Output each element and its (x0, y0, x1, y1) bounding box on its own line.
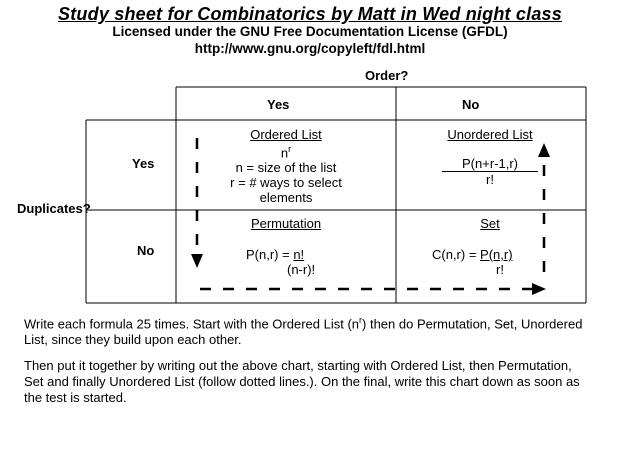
flow-arrow-down (191, 138, 203, 268)
unordered-list-cell (420, 127, 560, 187)
flow-arrow-right (200, 283, 546, 295)
unordered-list-numerator: P(n+r-1,r) (462, 156, 518, 171)
permutation-denominator: (n-r)! (287, 262, 316, 277)
permutation-formula: P(n,r) = n! (246, 247, 305, 262)
unordered-list-title: Unordered List (447, 127, 533, 142)
ordered-list-line2: r = # ways to select (230, 175, 342, 191)
permutation-cell (216, 216, 356, 231)
ordered-list-line3: elements (259, 190, 313, 206)
row-no-label: No (137, 243, 155, 258)
ordered-list-line1: n = size of the list (235, 160, 337, 176)
instructions-paragraph-1: Write each formula 25 times. Start with the Ordered List $(n^r)$ then do Permutation, Set, Unordered List, since they build upon each other. (24, 315, 583, 348)
col-no-label: No (462, 97, 480, 112)
duplicates-label: Duplicates? (17, 201, 91, 216)
ordered-list-formula: $n^r$ (280, 144, 292, 161)
set-title: Set (480, 216, 500, 231)
order-label: Order? (365, 68, 409, 83)
set-formula: C(n,r) = P(n,r) (432, 247, 513, 262)
set-cell (420, 216, 560, 231)
license-line: Licensed under the GNU Free Documentation License (GFDL) (112, 24, 508, 39)
ordered-list-title: Ordered List (250, 127, 322, 142)
set-denominator: r! (496, 262, 504, 277)
unordered-list-denominator: r! (486, 172, 494, 187)
instructions-paragraph-2: Then put it together by writing out the above chart, starting with Ordered List, then Permutation, Set and finally Unordered List (follow dotted lines.). On the final, write this chart down as soon as the test is started. (24, 358, 580, 405)
ordered-list-cell (216, 127, 356, 205)
col-yes-label: Yes (267, 97, 290, 112)
permutation-title: Permutation (250, 216, 322, 231)
page-title: Study sheet for Combinatorics by Matt in Wed night class (58, 4, 562, 24)
license-url: http://www.gnu.org/copyleft/fdl.html (194, 41, 426, 56)
row-yes-label: Yes (132, 156, 155, 171)
